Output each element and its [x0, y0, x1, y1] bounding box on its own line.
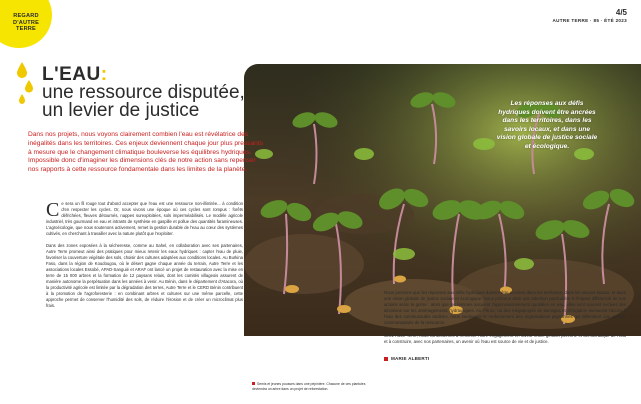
body-column-1-part-1 — [46, 201, 243, 237]
title-colon: : — [100, 64, 108, 85]
photo-caption — [252, 382, 372, 391]
caption-marker — [252, 382, 255, 385]
title-line-3: un levier de justice — [42, 100, 200, 121]
body-paragraph-1: e sera un fil rouge tout d'abord accepter que l'eau est une ressource non-illimitée... à condition d'en respecter les cycles. Or, nous vivons une époque où ces cycles sont rompus : forêts défrichées, fleuves détournés, nappes surexploitées, sols imperméabilisés. Le modèle agricole industriel, très gourmand en eau et intrants de synthèse en gaspille et pollue des quantités faramineuses. L'agroécologie, que nous soutenons activement, remet la gestion durable de l'eau au cœur des systèmes cultivés, en cherchant à travailler avec la nature plutôt que l'exploiter. — [46, 201, 243, 236]
page-number: 4/5 — [615, 8, 627, 17]
body-paragraph-4: Chez Autre Terre, nous continuerons à renforcer notre engagement en faveur d'une gestion pérenne et démocratique de l'eau et à construire, avec nos partenaires, un avenir où l'eau est source de vie et de justice. — [384, 333, 626, 345]
caption-text: Semis et jeunes pousses dans une pépinière. Chacune de ces plantules deviendra un arbre dans un projet de reforestation. — [252, 382, 366, 391]
title-main-word: L'EAU — [42, 64, 101, 85]
badge-line-3: TERRE — [16, 26, 36, 33]
article-lede: Dans nos projets, nous voyons clairement combien l'eau est révélatrice des inégalités dans les territoires. Ces enjeux deviennent chaque jour plus pressants à mesure que le changement climatique bouleverse les équilibres hydriques. Impossible donc d'imaginer les dimensions clés de notre action sans repenser nos rapports à cette ressource fondamentale dans les limites de la planète. — [28, 131, 263, 174]
author-byline — [384, 356, 429, 361]
byline-marker — [384, 357, 388, 361]
article-title — [42, 66, 245, 120]
pull-quote: Les réponses aux défis hydriques doivent être ancrées dans les territoires, dans les savoirs locaux, et dans une vision globale de justice sociale et écologique. — [496, 100, 598, 150]
author-name: MARIE ALBERTI — [391, 356, 430, 361]
title-line-2: une ressource disputée, — [42, 82, 245, 103]
page-folio — [553, 8, 627, 23]
water-drops-icon — [16, 60, 36, 110]
magazine-issue: AUTRE TERRE · 85 · ÉTÉ 2023 — [552, 18, 627, 23]
badge-line-2: D'AUTRE — [12, 19, 40, 26]
drop-cap: C — [46, 199, 60, 221]
body-paragraph-2: Dans des zones exposées à la sécheresse, comme au Sahel, en collaboration avec ses partenaires, Autre Terre promeut ainsi des pratiques pour mieux retenir les eaux hydriques : capter l'eau de pluie, favoriser la couverture végétale des sols, choisir des cultures adaptées aux conditions locales. Au Burkina Faso, dans la région de Koudougou, où le désert gagne chaque année du terrain, Autre Terre et les associations locales Essobé, APAD-Sanguié et ARAF ont lancé un projet de restauration avec la mise en terre de 15 000 arbres et la formation de 12 paysans relais, dont les comités villageois assurent de manière autonome la perpétuation dans les années à venir. Au Bénin, dans le département d'Atacora, où la productivité agricole est limitée par la dégradation des terres, Autre Terre et le CERD Bénin contribuent à la promotion de l'agroforesterie : en combinant arbres et cultures sur une même parcelle, cette approche permet de conserver l'humidité des sols, de réduire l'érosion et de créer un microclimat plus frais. — [46, 243, 243, 308]
badge-line-1: REGARD — [13, 13, 39, 20]
body-paragraph-3: Nous pensons que les réponses aux défis hydriques doivent être ancrées dans les territoires, dans les savoirs locaux, et dans une vision globale de justice sociale et écologique. Nous prônons ainsi une attention particulière à l'impact différencié de nos actions selon le genre : alors que les femmes assurent l'approvisionnement quotidien en eau, elles sont souvent exclues des décisions sur les aménagements hydrauliques. Au Pérou, où des mégaprojets de barrages et d'irrigation menacent l'accès à l'eau des communautés andines, nous soutenons le renforcement des organisations paysannes qui défendent une gestion communautaire de la ressource. — [384, 290, 626, 326]
section-badge — [0, 0, 52, 48]
